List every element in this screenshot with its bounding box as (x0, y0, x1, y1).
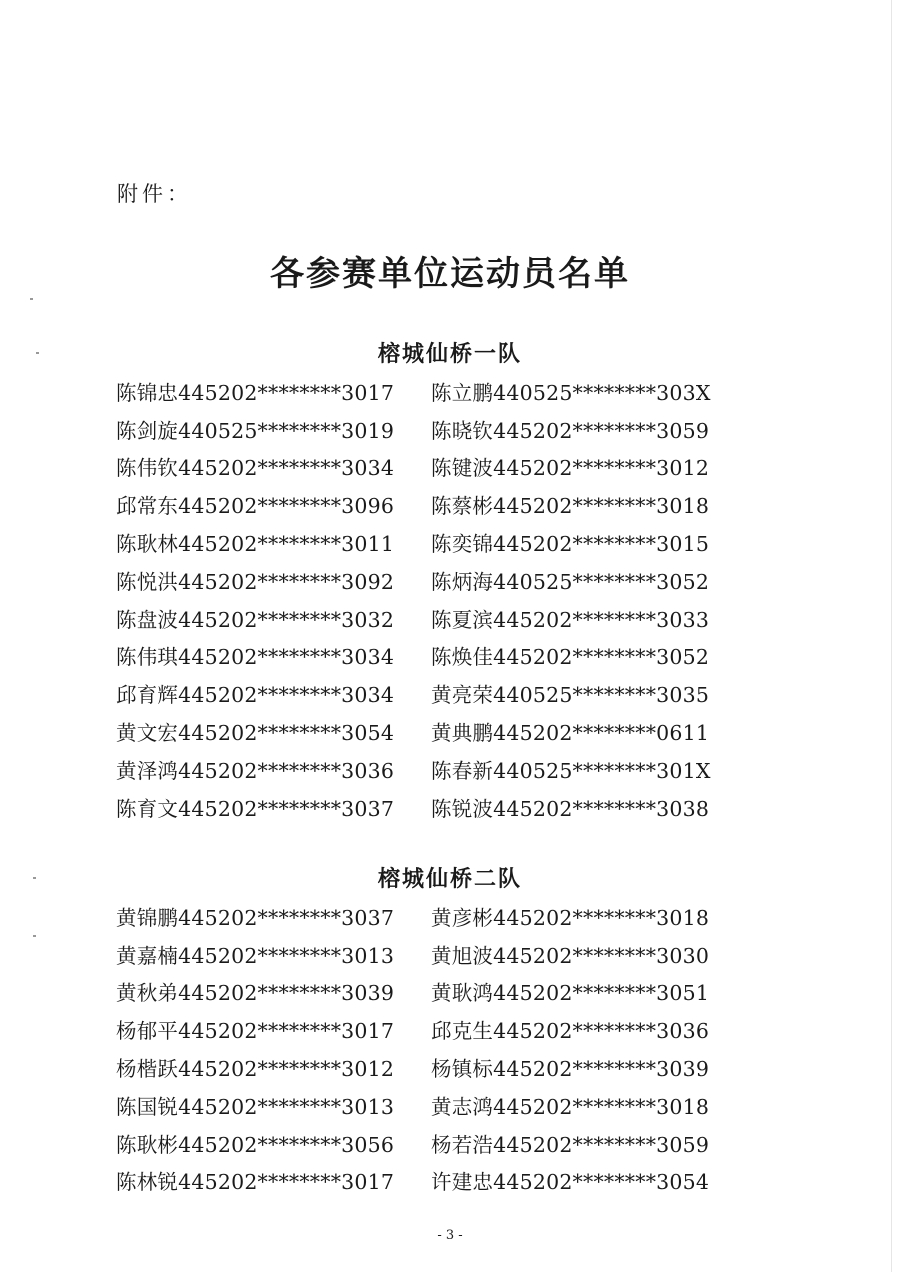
athlete-entry: 陈锦忠445202********3017 (116, 380, 395, 405)
athlete-entry: 黄志鸿445202********3018 (431, 1094, 710, 1119)
athlete-row (116, 750, 756, 788)
athlete-entry: 陈锐波445202********3038 (431, 796, 710, 821)
athlete-entry: 黄文宏445202********3054 (116, 721, 395, 746)
athlete-entry: 黄秋弟445202********3039 (116, 981, 395, 1006)
document-title: 各参赛单位运动员名单 (270, 254, 630, 294)
athlete-entry: 邱克生445202********3036 (431, 1019, 710, 1044)
athlete-entry: 黄锦鹏445202********3037 (116, 905, 395, 930)
athlete-row (116, 897, 756, 935)
athlete-row (116, 788, 756, 826)
page-edge-line (891, 0, 892, 1272)
athlete-entry: 陈蔡彬445202********3018 (431, 494, 710, 519)
athlete-row (116, 372, 756, 410)
team-heading: 榕城仙桥一队 (377, 341, 522, 367)
athlete-entry: 杨郁平445202********3017 (116, 1019, 395, 1044)
athlete-entry: 邱育辉445202********3034 (116, 683, 395, 708)
athlete-list (116, 897, 756, 1199)
athlete-entry: 黄典鹏445202********0611 (431, 721, 710, 746)
athlete-row (116, 448, 756, 486)
athlete-entry: 黄亮荣440525********3035 (431, 683, 710, 708)
athlete-row (116, 561, 756, 599)
athlete-entry: 陈剑旋440525********3019 (116, 418, 395, 443)
athlete-entry: 陈盘波445202********3032 (116, 607, 395, 632)
athlete-entry: 陈伟琪445202********3034 (116, 645, 395, 670)
athlete-entry: 黄旭波445202********3030 (431, 943, 710, 968)
team-heading: 榕城仙桥二队 (377, 866, 522, 892)
athlete-row (116, 637, 756, 675)
athlete-entry: 杨若浩445202********3059 (431, 1132, 710, 1157)
athlete-entry: 陈键波445202********3012 (431, 456, 710, 481)
athlete-entry: 黄耿鸿445202********3051 (431, 981, 710, 1006)
athlete-entry: 杨楷跃445202********3012 (116, 1057, 395, 1082)
athlete-entry: 陈耿彬445202********3056 (116, 1132, 395, 1157)
athlete-row (116, 523, 756, 561)
athlete-row (116, 712, 756, 750)
athlete-entry: 黄泽鸿445202********3036 (116, 758, 395, 783)
athlete-row (116, 935, 756, 973)
athlete-entry: 黄彦彬445202********3018 (431, 905, 710, 930)
athlete-entry: 陈伟钦445202********3034 (116, 456, 395, 481)
athlete-entry: 陈林锐445202********3017 (116, 1170, 395, 1195)
athlete-entry: 陈耿林445202********3011 (116, 532, 395, 557)
athlete-row (116, 1048, 756, 1086)
athlete-entry: 陈晓钦445202********3059 (431, 418, 710, 443)
athlete-row (116, 485, 756, 523)
athlete-entry: 陈炳海440525********3052 (431, 569, 710, 594)
scan-speck (33, 935, 36, 937)
athlete-row (116, 1124, 756, 1162)
attachment-label: 附件： (117, 182, 192, 206)
athlete-list (116, 372, 756, 826)
athlete-entry: 陈国锐445202********3013 (116, 1094, 395, 1119)
athlete-entry: 邱常东445202********3096 (116, 494, 395, 519)
athlete-row (116, 599, 756, 637)
athlete-entry: 陈育文445202********3037 (116, 796, 395, 821)
athlete-entry: 杨镇标445202********3039 (431, 1057, 710, 1082)
athlete-row (116, 1162, 756, 1200)
athlete-entry: 陈焕佳445202********3052 (431, 645, 710, 670)
athlete-entry: 许建忠445202********3054 (431, 1170, 710, 1195)
athlete-entry: 陈立鹏440525********303X (431, 380, 711, 405)
athlete-row (116, 1086, 756, 1124)
athlete-row (116, 674, 756, 712)
athlete-entry: 陈奕锦445202********3015 (431, 532, 710, 557)
athlete-entry: 陈春新440525********301X (431, 758, 711, 783)
athlete-entry: 黄嘉楠445202********3013 (116, 943, 395, 968)
athlete-row (116, 1010, 756, 1048)
page-number: - 3 - (437, 1228, 463, 1243)
athlete-row (116, 973, 756, 1011)
athlete-entry: 陈夏滨445202********3033 (431, 607, 710, 632)
athlete-row (116, 410, 756, 448)
athlete-entry: 陈悦洪445202********3092 (116, 569, 395, 594)
scan-speck (30, 298, 33, 300)
